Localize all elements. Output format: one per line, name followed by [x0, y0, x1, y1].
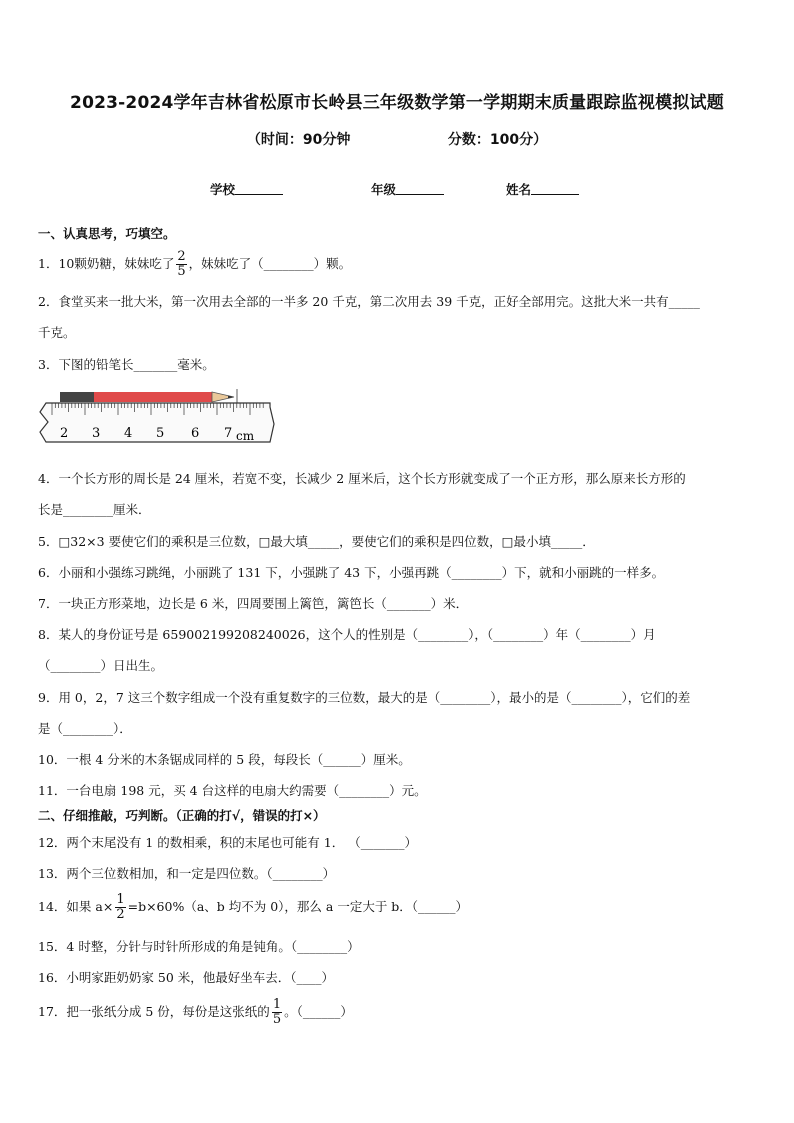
question-17 [38, 998, 353, 1027]
q14-text-before: 14．如果 a× [38, 899, 114, 914]
q17-frac-num: 1 [272, 997, 282, 1012]
q17-fraction [272, 998, 282, 1027]
grade-field [371, 180, 444, 198]
ruler-label-4: 4 [124, 426, 133, 441]
question-14 [38, 893, 468, 922]
q14-fraction [115, 893, 125, 922]
school-field [210, 180, 283, 198]
page-subtitle: （时间：90分钟 分数：100分） [246, 132, 548, 148]
question-9-line2: 是（________）． [38, 721, 132, 736]
page-title: 2023-2024学年吉林省松原市长岭县三年级数学第一学期期末质量跟踪监视模拟试题 [70, 93, 724, 113]
section1-heading: 一、认真思考，巧填空。 [38, 226, 176, 241]
q14-text-after: =b×60%（a、b 均不为 0），那么 a 一定大于 b．（______） [127, 899, 469, 914]
question-13: 13．两个三位数相加，和一定是四位数。（________） [38, 866, 336, 881]
section2-heading: 二、仔细推敲，巧判断。（正确的打√，错误的打×） [38, 808, 326, 823]
question-2-line2: 千克。 [38, 325, 76, 340]
question-7: 7．一块正方形菜地，边长是 6 米，四周要围上篱笆，篱笆长（_______）米． [38, 596, 469, 611]
q1-frac-num: 2 [177, 249, 186, 264]
question-9-line1: 9．用 0，2，7 这三个数字组成一个没有重复数字的三位数，最大的是（________），最小的是（________），它们的差 [38, 690, 691, 705]
ruler-label-cm: cm [236, 429, 255, 443]
question-15: 15．4 时整，分针与时针所形成的角是钝角。（________） [38, 939, 360, 954]
question-1 [38, 250, 351, 279]
question-6: 6．小丽和小强练习跳绳，小丽跳了 131 下，小强跳了 43 下，小强再跳（________）下，就和小丽跳的一样多。 [38, 565, 665, 580]
question-4-line2: 长是________厘米． [38, 502, 151, 517]
pencil-body [94, 392, 212, 402]
name-label: 姓名 [506, 182, 532, 197]
question-8-line2: （________）日出生。 [38, 658, 164, 673]
q14-frac-den: 2 [116, 907, 125, 922]
ruler-label-2: 2 [60, 426, 69, 441]
name-field [506, 180, 579, 198]
question-5: 5．□32×3 要使它们的乘积是三位数，□最大填_____，要使它们的乘积是四位数，□最小填_____． [38, 534, 595, 549]
q1-frac-den: 5 [177, 264, 186, 279]
q17-text-after: 。（______） [284, 1004, 353, 1019]
ruler-label-6: 6 [191, 426, 200, 441]
ruler-label-3: 3 [92, 426, 101, 441]
school-label: 学校 [210, 182, 236, 197]
pencil-end [60, 392, 94, 402]
ruler-label-7: 7 [224, 426, 233, 441]
ruler-label-5: 5 [156, 426, 165, 441]
question-12: 12．两个末尾没有 1 的数相乘，积的末尾也可能有 1． （_______） [38, 835, 417, 850]
question-10: 10．一根 4 分米的木条锯成同样的 5 段，每段长（______）厘米。 [38, 752, 411, 767]
name-blank [531, 182, 579, 195]
question-11: 11．一台电扇 198 元，买 4 台这样的电扇大约需要（________）元。 [38, 783, 427, 798]
q17-text-before: 17．把一张纸分成 5 份，每份是这张纸的 [38, 1004, 270, 1019]
school-blank [235, 182, 283, 195]
q17-frac-den: 5 [272, 1012, 282, 1027]
grade-blank [396, 182, 444, 195]
q14-frac-num: 1 [116, 892, 125, 907]
question-16: 16．小明家距奶奶家 50 米，他最好坐车去．（____） [38, 970, 335, 985]
q1-fraction [176, 250, 186, 279]
pencil-ruler-figure [38, 386, 278, 448]
q1-text-after: ，妹妹吃了（________）颗。 [188, 256, 352, 271]
question-4-line1: 4．一个长方形的周长是 24 厘米，若宽不变，长减少 2 厘米后，这个长方形就变成了一个正方形，那么原来长方形的 [38, 471, 686, 486]
question-2-line1: 2．食堂买来一批大米，第一次用去全部的一半多 20 千克，第二次用去 39 千克，正好全部用完。这批大米一共有_____ [38, 294, 700, 309]
question-8-line1: 8．某人的身份证号是 659002199208240026，这个人的性别是（________），（________）年（________）月 [38, 627, 656, 642]
grade-label: 年级 [371, 182, 397, 197]
question-3: 3．下图的铅笔长_______毫米。 [38, 357, 215, 372]
q1-text-before: 1．10颗奶糖，妹妹吃了 [38, 256, 175, 271]
